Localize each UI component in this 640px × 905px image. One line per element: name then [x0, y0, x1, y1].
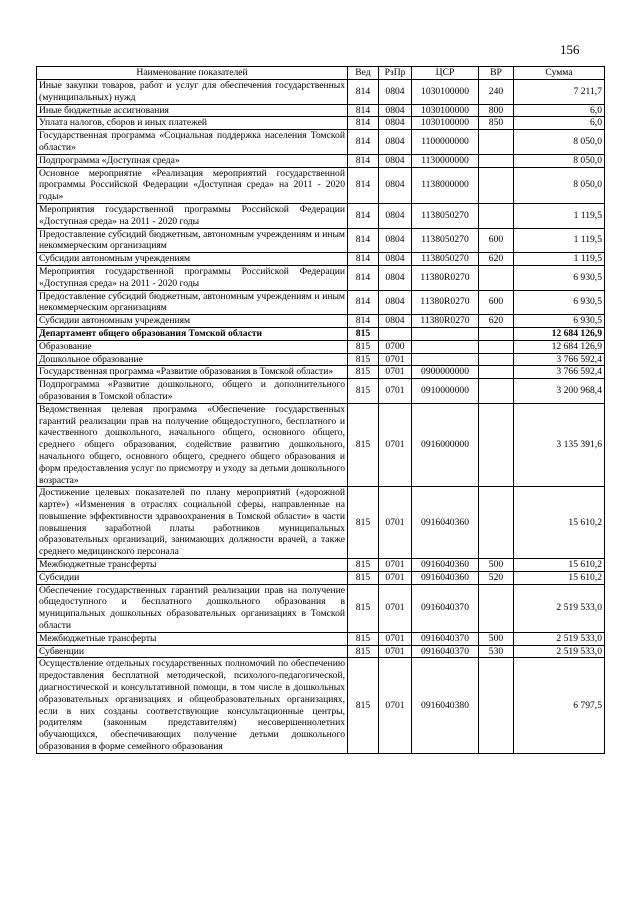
row-vr-cell	[479, 487, 514, 559]
row-vr-cell	[479, 584, 514, 632]
row-sum-cell: 7 211,7	[514, 80, 605, 105]
row-rzpr-cell: 0701	[379, 584, 412, 632]
row-rzpr-cell: 0804	[379, 80, 412, 105]
row-name-cell: Субсидии	[37, 571, 348, 584]
row-ved-cell: 814	[348, 228, 379, 253]
row-ved-cell: 815	[348, 340, 379, 353]
row-rzpr-cell: 0701	[379, 559, 412, 572]
row-rzpr-cell: 0700	[379, 340, 412, 353]
row-ved-cell: 814	[348, 80, 379, 105]
row-sum-cell: 3 766 592,4	[514, 353, 605, 366]
row-vr-cell	[479, 327, 514, 340]
row-vr-cell: 600	[479, 228, 514, 253]
header-rzpr: РзПр	[379, 67, 412, 80]
row-vr-cell: 240	[479, 80, 514, 105]
row-rzpr-cell: 0804	[379, 117, 412, 130]
row-name-cell: Обеспечение государственных гарантий реализации прав на получение общедоступного и бесплатного дошкольного образования в муниципальных дошкольных образовательных организациях в Томской области	[37, 584, 348, 632]
row-vr-cell	[479, 379, 514, 404]
row-sum-cell: 15 610,2	[514, 559, 605, 572]
row-rzpr-cell: 0701	[379, 366, 412, 379]
page-number: 156	[560, 42, 580, 57]
table-row	[37, 290, 605, 315]
row-ved-cell: 815	[348, 584, 379, 632]
row-vr-cell: 600	[479, 290, 514, 315]
row-name-cell: Государственная программа «Развитие образования в Томской области»	[37, 366, 348, 379]
table-row	[37, 167, 605, 203]
row-csr-cell: 0916000000	[412, 403, 479, 487]
row-csr-cell	[412, 353, 479, 366]
row-vr-cell	[479, 130, 514, 155]
row-rzpr-cell: 0701	[379, 403, 412, 487]
row-sum-cell: 3 200 968,4	[514, 379, 605, 404]
table-row	[37, 584, 605, 632]
row-ved-cell: 814	[348, 167, 379, 203]
row-ved-cell: 814	[348, 117, 379, 130]
row-name-cell: Субсидии автономным учреждениям	[37, 253, 348, 266]
row-csr-cell: 1030100000	[412, 80, 479, 105]
table-row	[37, 353, 605, 366]
row-ved-cell: 815	[348, 571, 379, 584]
header-csr: ЦСР	[412, 67, 479, 80]
row-csr-cell: 0900000000	[412, 366, 479, 379]
row-csr-cell: 1138050270	[412, 228, 479, 253]
table-row	[37, 203, 605, 228]
row-ved-cell: 814	[348, 265, 379, 290]
table-row	[37, 265, 605, 290]
row-sum-cell: 12 684 126,9	[514, 327, 605, 340]
row-rzpr-cell: 0804	[379, 167, 412, 203]
row-csr-cell: 0916040370	[412, 632, 479, 645]
row-sum-cell: 3 766 592,4	[514, 366, 605, 379]
row-vr-cell: 620	[479, 253, 514, 266]
row-rzpr-cell: 0701	[379, 645, 412, 658]
row-sum-cell: 3 135 391,6	[514, 403, 605, 487]
row-sum-cell: 6 930,5	[514, 315, 605, 328]
row-csr-cell: 1030100000	[412, 104, 479, 117]
table-row	[37, 80, 605, 105]
row-vr-cell	[479, 403, 514, 487]
row-ved-cell: 815	[348, 487, 379, 559]
header-sum: Сумма	[514, 67, 605, 80]
row-rzpr-cell: 0804	[379, 315, 412, 328]
row-name-cell: Межбюджетные трансферты	[37, 632, 348, 645]
row-vr-cell: 520	[479, 571, 514, 584]
table-row	[37, 632, 605, 645]
row-sum-cell: 8 050,0	[514, 167, 605, 203]
row-sum-cell: 6 930,5	[514, 290, 605, 315]
row-sum-cell: 1 119,5	[514, 253, 605, 266]
row-rzpr-cell: 0804	[379, 130, 412, 155]
row-sum-cell: 2 519 533,0	[514, 632, 605, 645]
row-rzpr-cell: 0804	[379, 203, 412, 228]
row-sum-cell: 6,0	[514, 117, 605, 130]
header-vr: ВР	[479, 67, 514, 80]
table-header-row	[37, 67, 605, 80]
row-rzpr-cell	[379, 327, 412, 340]
row-name-cell: Субвенции	[37, 645, 348, 658]
row-sum-cell: 8 050,0	[514, 130, 605, 155]
row-name-cell: Уплата налогов, сборов и иных платежей	[37, 117, 348, 130]
row-csr-cell: 1030100000	[412, 117, 479, 130]
row-ved-cell: 815	[348, 327, 379, 340]
row-rzpr-cell: 0701	[379, 487, 412, 559]
budget-table	[36, 66, 605, 754]
table-row	[37, 130, 605, 155]
row-sum-cell: 12 684 126,9	[514, 340, 605, 353]
row-csr-cell: 1138050270	[412, 253, 479, 266]
row-vr-cell	[479, 366, 514, 379]
row-rzpr-cell: 0701	[379, 353, 412, 366]
table-row	[37, 379, 605, 404]
row-ved-cell: 815	[348, 353, 379, 366]
row-name-cell: Иные закупки товаров, работ и услуг для обеспечения государственных (муниципальных) нужд	[37, 80, 348, 105]
row-name-cell: Подпрограмма «Доступная среда»	[37, 154, 348, 167]
row-ved-cell: 814	[348, 290, 379, 315]
row-ved-cell: 814	[348, 130, 379, 155]
table-row	[37, 487, 605, 559]
row-csr-cell: 1130000000	[412, 154, 479, 167]
row-name-cell: Дошкольное образование	[37, 353, 348, 366]
row-name-cell: Субсидии автономным учреждениям	[37, 315, 348, 328]
row-csr-cell: 1100000000	[412, 130, 479, 155]
row-sum-cell: 15 610,2	[514, 487, 605, 559]
row-ved-cell: 815	[348, 645, 379, 658]
row-sum-cell: 1 119,5	[514, 228, 605, 253]
table-row	[37, 104, 605, 117]
table-row	[37, 154, 605, 167]
row-rzpr-cell: 0804	[379, 265, 412, 290]
row-name-cell: Мероприятия государственной программы Российской Федерации «Доступная среда» на 2011 - 2020 годы	[37, 265, 348, 290]
row-csr-cell: 1138050270	[412, 203, 479, 228]
table-row	[37, 340, 605, 353]
row-rzpr-cell: 0701	[379, 632, 412, 645]
row-name-cell: Подпрограмма «Развитие дошкольного, общего и дополнительного образования в Томской области»	[37, 379, 348, 404]
table-row	[37, 658, 605, 753]
row-ved-cell: 814	[348, 253, 379, 266]
row-rzpr-cell: 0804	[379, 104, 412, 117]
row-ved-cell: 814	[348, 154, 379, 167]
row-csr-cell: 0916040360	[412, 571, 479, 584]
row-sum-cell: 15 610,2	[514, 571, 605, 584]
row-csr-cell: 11380R0270	[412, 290, 479, 315]
row-csr-cell: 0910000000	[412, 379, 479, 404]
row-vr-cell: 620	[479, 315, 514, 328]
row-name-cell: Образование	[37, 340, 348, 353]
row-vr-cell	[479, 203, 514, 228]
row-rzpr-cell: 0701	[379, 658, 412, 753]
header-name: Наименование показателей	[37, 67, 348, 80]
row-ved-cell: 815	[348, 403, 379, 487]
row-ved-cell: 814	[348, 315, 379, 328]
row-csr-cell: 0916040370	[412, 584, 479, 632]
row-name-cell: Осуществление отдельных государственных полномочий по обеспечению предоставления бесплатной методической, психолого-педагогической, диагностической и консультативной помощи, в том числе в дошкольных образовательных организациях и общеобразовательных организациях, если в них созданы соответствующие консультационные центры, родителям (законным представителям) несовершеннолетних обучающихся, обеспечивающих получение детьми дошкольного образования в форме семейного образования	[37, 658, 348, 753]
row-rzpr-cell: 0701	[379, 571, 412, 584]
row-csr-cell: 0916040360	[412, 487, 479, 559]
row-sum-cell: 2 519 533,0	[514, 584, 605, 632]
row-rzpr-cell: 0804	[379, 228, 412, 253]
row-sum-cell: 6 797,5	[514, 658, 605, 753]
row-vr-cell: 500	[479, 632, 514, 645]
row-csr-cell: 0916040380	[412, 658, 479, 753]
row-csr-cell: 0916040360	[412, 559, 479, 572]
row-name-cell: Департамент общего образования Томской области	[37, 327, 348, 340]
table-row	[37, 327, 605, 340]
row-sum-cell: 2 519 533,0	[514, 645, 605, 658]
row-ved-cell: 815	[348, 379, 379, 404]
table-row	[37, 403, 605, 487]
row-name-cell: Государственная программа «Социальная поддержка населения Томской области»	[37, 130, 348, 155]
row-vr-cell	[479, 658, 514, 753]
row-ved-cell: 815	[348, 632, 379, 645]
row-name-cell: Мероприятия государственной программы Российской Федерации «Доступная среда» на 2011 - 2020 годы	[37, 203, 348, 228]
row-vr-cell: 500	[479, 559, 514, 572]
row-name-cell: Предоставление субсидий бюджетным, автономным учреждениям и иным некоммерческим организациям	[37, 290, 348, 315]
row-csr-cell	[412, 340, 479, 353]
table-row	[37, 571, 605, 584]
table-row	[37, 228, 605, 253]
row-vr-cell	[479, 265, 514, 290]
row-csr-cell: 0916040370	[412, 645, 479, 658]
row-rzpr-cell: 0701	[379, 379, 412, 404]
table-row	[37, 645, 605, 658]
row-sum-cell: 6,0	[514, 104, 605, 117]
row-rzpr-cell: 0804	[379, 290, 412, 315]
table-row	[37, 559, 605, 572]
row-ved-cell: 815	[348, 658, 379, 753]
row-csr-cell	[412, 327, 479, 340]
row-sum-cell: 8 050,0	[514, 154, 605, 167]
row-sum-cell: 1 119,5	[514, 203, 605, 228]
row-name-cell: Ведомственная целевая программа «Обеспечение государственных гарантий реализации прав на получение общедоступного, бесплатного и качественного дошкольного, начального общего, основного общего, среднего общего образования, содействие развитию дошкольного, начального общего, основного общего, среднего общего образования и форм предоставления услуг по присмотру и уходу за детьми дошкольного возраста»	[37, 403, 348, 487]
row-name-cell: Основное мероприятие «Реализация мероприятий государственной программы Российской Федерации «Доступная среда» на 2011 - 2020 годы»	[37, 167, 348, 203]
header-ved: Вед	[348, 67, 379, 80]
row-csr-cell: 1138000000	[412, 167, 479, 203]
row-csr-cell: 11380R0270	[412, 315, 479, 328]
row-ved-cell: 815	[348, 366, 379, 379]
table-row	[37, 366, 605, 379]
row-name-cell: Достижение целевых показателей по плану мероприятий («дорожной карте») «Изменения в отраслях социальной сферы, направленные на повышение эффективности здравоохранения в Томской области» в части повышения заработной платы работников муниципальных образовательных организаций, занимающих должности врачей, а также среднего медицинского персонала	[37, 487, 348, 559]
row-vr-cell: 850	[479, 117, 514, 130]
row-vr-cell	[479, 167, 514, 203]
row-vr-cell	[479, 340, 514, 353]
row-name-cell: Межбюджетные трансферты	[37, 559, 348, 572]
row-ved-cell: 814	[348, 203, 379, 228]
row-rzpr-cell: 0804	[379, 154, 412, 167]
row-vr-cell: 530	[479, 645, 514, 658]
table-row	[37, 117, 605, 130]
row-ved-cell: 814	[348, 104, 379, 117]
row-vr-cell	[479, 353, 514, 366]
table-row	[37, 253, 605, 266]
table-row	[37, 315, 605, 328]
row-sum-cell: 6 930,5	[514, 265, 605, 290]
row-vr-cell	[479, 154, 514, 167]
row-name-cell: Иные бюджетные ассигнования	[37, 104, 348, 117]
row-name-cell: Предоставление субсидий бюджетным, автономным учреждениям и иным некоммерческим организациям	[37, 228, 348, 253]
row-vr-cell: 800	[479, 104, 514, 117]
row-ved-cell: 815	[348, 559, 379, 572]
row-rzpr-cell: 0804	[379, 253, 412, 266]
row-csr-cell: 11380R0270	[412, 265, 479, 290]
